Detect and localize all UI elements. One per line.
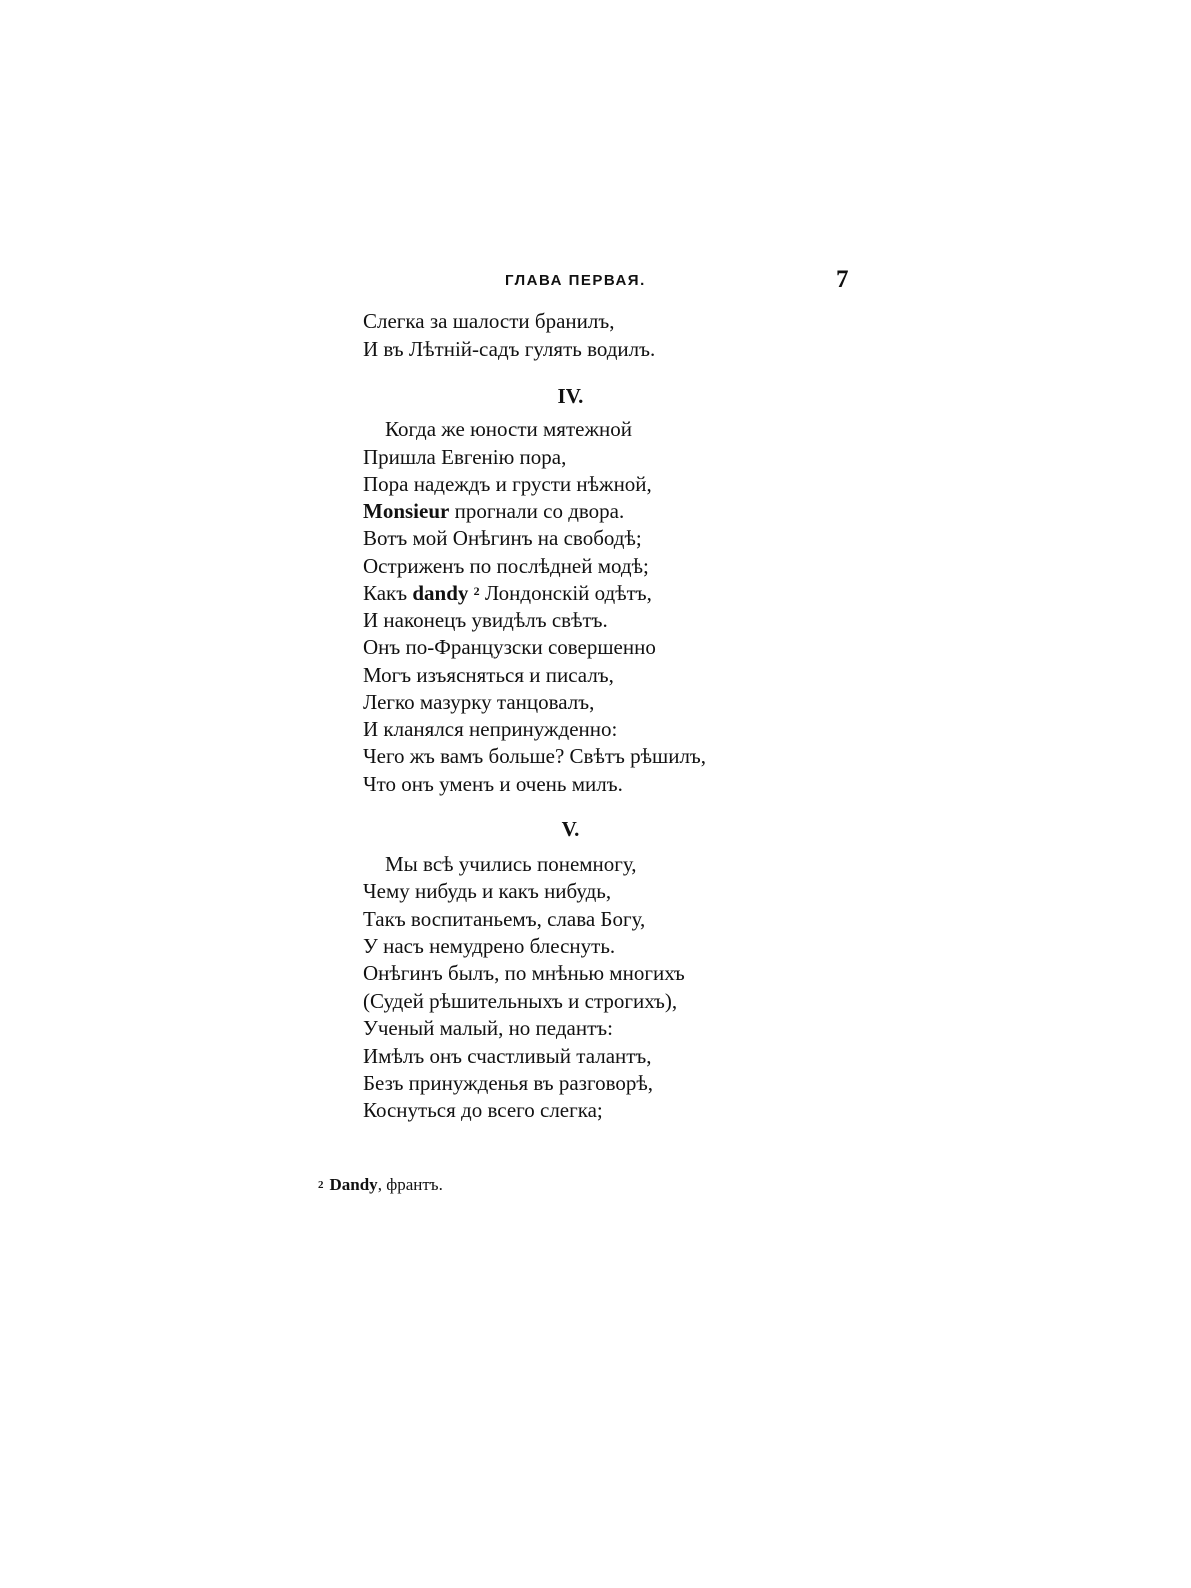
- running-head: [0, 266, 1191, 296]
- footnote-reference[interactable]: 2: [473, 584, 480, 598]
- verse-line: Остриженъ по послѣдней модѣ;: [363, 554, 649, 578]
- verse-line: (Судей рѣшительныхъ и строгихъ),: [363, 989, 678, 1013]
- verse-line: И кланялся непринужденно:: [363, 717, 618, 741]
- verse-text: Какъ: [363, 581, 413, 605]
- verse-line: Безъ принужденья въ разговорѣ,: [363, 1071, 653, 1095]
- verse-line: Могъ изъясняться и писалъ,: [363, 663, 614, 687]
- verse-line: Пора надеждъ и грусти нѣжной,: [363, 472, 652, 496]
- stanza-number-iv: IV.: [557, 384, 584, 408]
- verse-line: Вотъ мой Онѣгинъ на свободѣ;: [363, 526, 642, 550]
- foreign-word: Monsieur: [363, 499, 450, 523]
- verse-line: Такъ воспитаньемъ, слава Богу,: [363, 907, 646, 931]
- verse-line: У насъ немудрено блеснуть.: [363, 934, 616, 958]
- footnote: [318, 1174, 443, 1196]
- verse-line: Что онъ уменъ и очень милъ.: [363, 772, 623, 796]
- stanza-number-v: V.: [561, 817, 580, 841]
- footnote-definition: , франтъ.: [377, 1175, 443, 1194]
- verse-line: И наконецъ увидѣлъ свѣтъ.: [363, 608, 608, 632]
- verse-line: Пришла Евгенію пора,: [363, 445, 567, 469]
- verse-line: Легко мазурку танцовалъ,: [363, 690, 595, 714]
- footnote-marker: 2: [318, 1179, 324, 1191]
- foreign-word: dandy: [412, 581, 469, 605]
- verse-line: Слегка за шалости бранилъ,: [363, 309, 615, 333]
- verse-line: Онъ по-Французски совершенно: [363, 635, 656, 659]
- verse-line: Чему нибудь и какъ нибудь,: [363, 879, 612, 903]
- chapter-title: ГЛАВА ПЕРВАЯ.: [505, 272, 646, 289]
- footnote-term: Dandy: [329, 1175, 378, 1194]
- verse-line: [363, 497, 624, 525]
- verse-line: Имѣлъ онъ счастливый талантъ,: [363, 1044, 652, 1068]
- verse-text: Лондонскій одѣтъ,: [479, 581, 652, 605]
- verse-line: Ученый малый, но педантъ:: [363, 1016, 613, 1040]
- verse-line: Когда же юности мятежной: [385, 417, 632, 441]
- verse-line: Коснуться до всего слегка;: [363, 1098, 603, 1122]
- verse-line: Мы всѣ учились понемногу,: [385, 852, 637, 876]
- verse-line: И въ Лѣтній-садъ гулять водилъ.: [363, 337, 656, 361]
- verse-line: Чего жъ вамъ больше? Свѣтъ рѣшилъ,: [363, 744, 707, 768]
- verse-line: [363, 579, 652, 607]
- verse-line: Онѣгинъ былъ, по мнѣнью многихъ: [363, 961, 685, 985]
- page-number: 7: [836, 266, 849, 293]
- verse-text: прогнали со двора.: [449, 499, 625, 523]
